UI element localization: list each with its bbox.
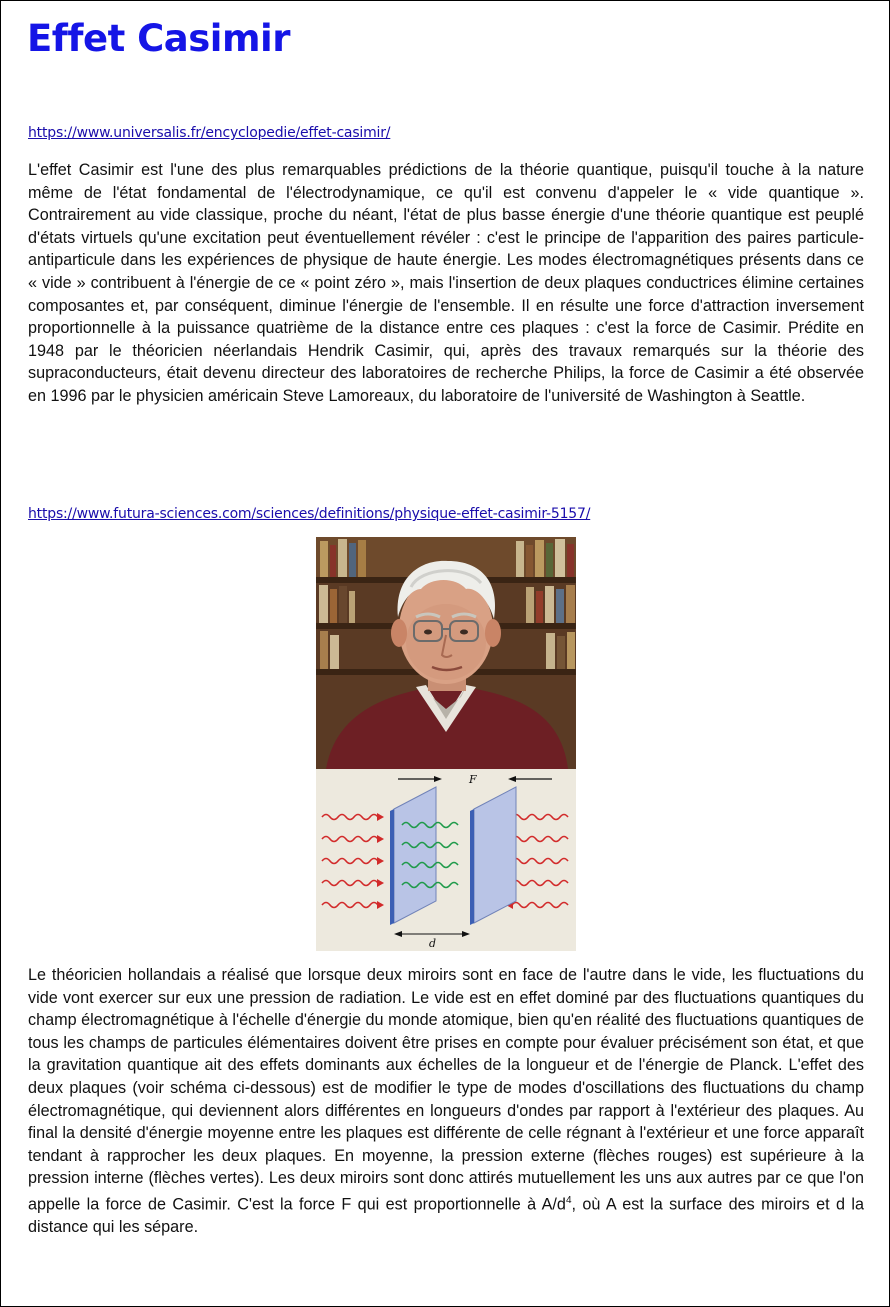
futura-sciences-link[interactable]: https://www.futura-sciences.com/sciences/definitions/physique-effet-casimir-5157/ (28, 506, 591, 522)
casimir-plates-diagram (316, 769, 576, 951)
casimir-figure (316, 537, 576, 951)
exponent: 4 (565, 1194, 572, 1206)
page-title: Effet Casimir (27, 17, 290, 60)
paragraph-futura-text: Le théoricien hollandais a réalisé que lorsque deux miroirs sont en face de l'autre dans le vide, les fluctuations du vide vont exercer sur eux une pression de radiation. Le vide est en effet dominé par des fluctuations quantiques du champ électromagnétique à l'échelle d'énergie du monde atomique, bien qu'en réalité des fluctuations quantiques de tous les champs de particules élémentaires doivent être prises en compte pour évaluer précisément son état, et que la gravitation quantique ait des effets dominants aux échelles de la longueur et de l'énergie de Planck. L'effet des deux plaques (voir schéma ci-dessous) est de modifier le type de modes d'oscillations des fluctuations du champ électromagnétique, qui deviennent alors différentes en longueurs d'ondes par rapport à l'extérieur des plaques. Au final la densité d'énergie moyenne entre les plaques est différente de celle régnant à l'extérieur et une force apparaît tendant à rapprocher les deux plaques. En moyenne, la pression externe (flèches rouges) est supérieure à la pression interne (flèches vertes). Les deux miroirs sont donc attirés mutuellement les uns aux autres par ce que l'on appelle la force de Casimir. C'est la force F qui est proportionnelle à A/d (28, 966, 864, 1214)
hendrik-casimir-portrait (316, 537, 576, 769)
external-red-waves-right (512, 815, 568, 908)
paragraph-universalis: L'effet Casimir est l'une des plus remarquables prédictions de la théorie quantique, puisqu'il touche à la nature même de l'état fondamental de l'électrodynamique, ce qu'il est convenu d'appeler le « vide quantique ». Contrairement au vide classique, proche du néant, l'état de plus basse énergie d'une théorie quantique est peuplé d'états virtuels qu'une excitation peut éventuellement révéler : c'est le principe de l'apparition des paires particule-antiparticule dans les expériences de physique de haute énergie. Les modes électromagnétiques présents dans ce « vide » contribuent à l'énergie de ce « point zéro », mais l'insertion de deux plaques conductrices élimine certaines composantes et, par conséquent, diminue l'énergie de l'ensemble. Il en résulte une force d'attraction inversement proportionnelle à la puissance quatrième de la distance entre ces plaques : c'est la force de Casimir. Prédite en 1948 par le théoricien néerlandais Hendrik Casimir, qui, après des travaux remarqués sur la théorie des supraconducteurs, était devenu directeur des laboratoires de recherche Philips, la force de Casimir a été observée en 1996 par le physicien américain Steve Lamoreaux, du laboratoire de l'université de Washington à Seattle. (28, 161, 864, 405)
force-label: F (469, 773, 477, 786)
universalis-link[interactable]: https://www.universalis.fr/encyclopedie/effet-casimir/ (28, 125, 391, 141)
external-red-waves-left (322, 815, 378, 908)
paragraph-futura (28, 964, 864, 1239)
distance-label: d (429, 937, 437, 950)
paragraph-futura-end: , où A est la surface des miroirs et d la distance qui les sépare. (28, 1195, 864, 1236)
